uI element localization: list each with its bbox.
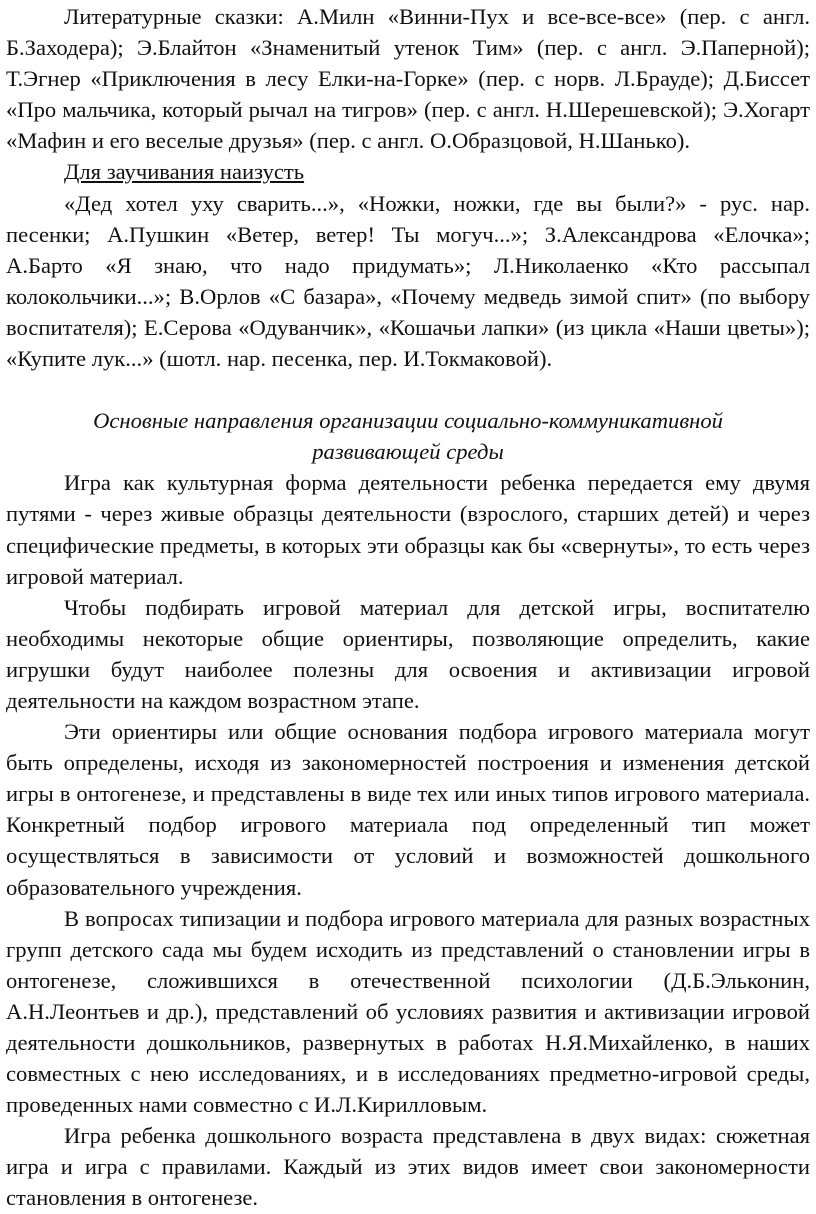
memorize-heading-text: Для заучивания наизусть <box>64 159 305 185</box>
memorize-list-paragraph: «Дед хотел уху сварить...», «Ножки, ножки, где вы были?» - рус. нар. песенки; А.Пушкин «Ветер, ветер! Ты могуч...»; З.Александрова «Елочка»; А.Барто «Я знаю, что надо придумать»; Л.Николаенко «Кто рассыпал колокольчики...»; В.Орлов «С базара», «Почему медведь зимой спит» (по выбору воспитателя); Е.Серова «Одуванчик», «Кошачьи лапки» (из цикла «Наши цветы»); «Купите лук...» (шотл. нар. песенка, пер. И.Токмаковой). <box>6 190 810 372</box>
memorize-heading <box>6 156 810 187</box>
section-title: Основные направления организации социально-коммуникативной развивающей среды <box>93 408 723 465</box>
body-paragraph-2: Чтобы подбирать игровой материал для детской игры, воспитателю необходимы некоторые общие ориентиры, позволяющие определить, какие игрушки будут наиболее полезны для освоения и активизации игровой деятельности на каждом возрастном этапе. <box>6 594 810 713</box>
body-paragraph-5: Игра ребенка дошкольного возраста представлена в двух видах: сюжетная игра и игра с правилами. Каждый из этих видов имеет свои закономерности становления в онтогенезе. <box>6 1123 810 1211</box>
body-paragraph-4: В вопросах типизации и подбора игрового материала для разных возрастных групп детского сада мы будем исходить из представлений о становлении игры в онтогенезе, сложившихся в отечественной психологии (Д.Б.Эльконин, А.Н.Леонтьев и др.), представлений об условиях развития и активизации игровой деятельности дошкольников, развернутых в работах Н.Я.Михайленко, в наших совместных с нею исследованиях, и в исследованиях предметно-игровой среды, проведенных нами совместно с И.Л.Кирилловым. <box>6 905 810 1118</box>
body-paragraph-3: Эти ориентиры или общие основания подбора игрового материала могут быть определены, исходя из закономерностей построения и изменения детской игры в онтогенезе, и представлены в виде тех или иных типов игрового материала. Конкретный подбор игрового материала под определенный тип может осуществляться в зависимости от условий и возможностей дошкольного образовательного учреждения. <box>6 719 810 900</box>
body-paragraph-1: Игра как культурная форма деятельности ребенка передается ему двумя путями - через живые образцы деятельности (взрослого, старших детей) и через специфические предметы, в которых эти образцы как бы «свернуты», то есть через игровой материал. <box>6 470 810 589</box>
literary-tales-paragraph: Литературные сказки: А.Милн «Винни-Пух и все-все-все» (пер. с англ. Б.Заходера); Э.Блайтон «Знаменитый утенок Тим» (пер. с англ. Э.Паперной); Т.Эгнер «Приключения в лесу Елки-на-Горке» (пер. с норв. Л.Брауде); Д.Биссет «Про мальчика, который рычал на тигров» (пер. с англ. Н.Шерешевской); Э.Хогарт «Мафин и его веселые друзья» (пер. с англ. О.Образцовой, Н.Шанько). <box>6 4 810 154</box>
